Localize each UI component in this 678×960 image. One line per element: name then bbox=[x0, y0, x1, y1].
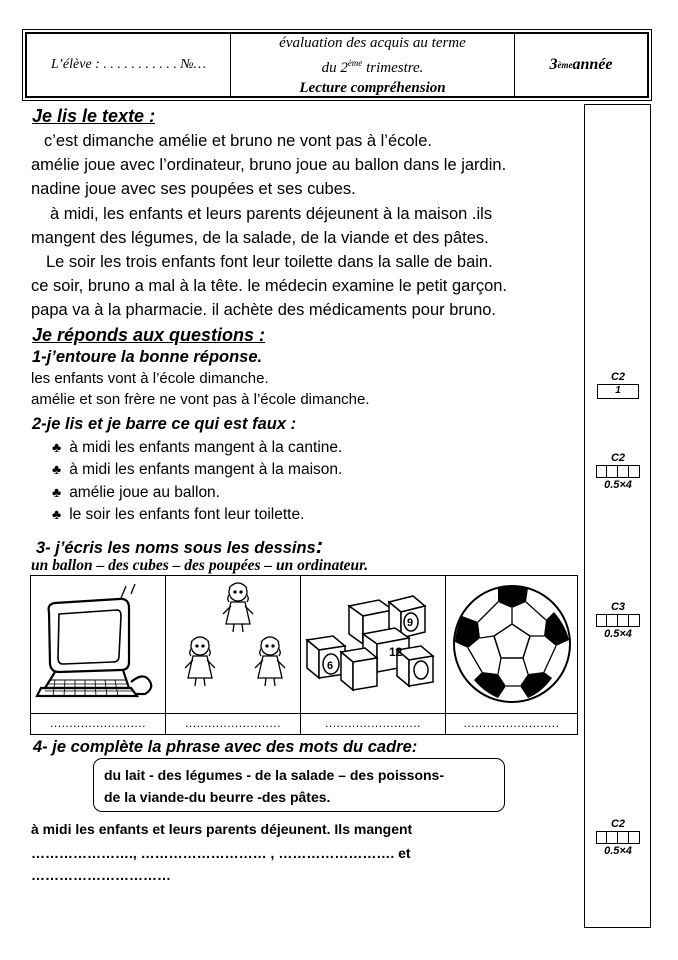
q2-item[interactable]: ♣ à midi les enfants mangent à la cantine. bbox=[52, 439, 343, 456]
grade-level: 3 ème année bbox=[514, 34, 647, 96]
student-name-field[interactable]: L’élève : . . . . . . . . . . . №… bbox=[51, 57, 206, 72]
club-icon: ♣ bbox=[52, 461, 62, 477]
soccer-ball-icon bbox=[446, 576, 578, 714]
score-boxes[interactable] bbox=[592, 465, 644, 478]
reading-title: Je lis le texte : bbox=[32, 106, 156, 126]
svg-text:9: 9 bbox=[407, 617, 414, 629]
answer-blank[interactable]: ......................... bbox=[166, 713, 300, 734]
q4-blank-line[interactable]: ………………………… bbox=[31, 867, 171, 883]
q2-item[interactable]: ♣ amélie joue au ballon. bbox=[52, 484, 220, 501]
answer-blank[interactable]: ......................... bbox=[446, 713, 577, 734]
q1-option[interactable]: les enfants vont à l’école dimanche. bbox=[31, 370, 269, 387]
q4-blank-line[interactable]: …………………., ……………………… , ……………………. et bbox=[31, 845, 411, 861]
word-frame: du lait - des légumes - de la salade – des poissons- de la viande-du beurre -des pâtes. bbox=[93, 758, 505, 812]
score-q4: C2 0.5×4 bbox=[592, 818, 644, 857]
word-list: un ballon – des cubes – des poupées – un ordinateur. bbox=[31, 557, 369, 574]
text-line: à midi, les enfants et leurs parents déjeunent à la maison .ils bbox=[50, 205, 493, 223]
subject-title: Lecture compréhension bbox=[299, 79, 446, 96]
club-icon: ♣ bbox=[52, 484, 62, 500]
text-line: papa va à la pharmacie. il achète des médicaments pour bruno. bbox=[31, 301, 497, 319]
score-box[interactable]: 1 bbox=[597, 384, 639, 399]
score-boxes[interactable] bbox=[592, 831, 644, 844]
score-column bbox=[584, 104, 651, 928]
header-table bbox=[25, 32, 649, 98]
q1-option[interactable]: amélie et son frère ne vont pas à l’école dimanche. bbox=[31, 391, 370, 408]
evaluation-title: évaluation des acquis au terme du 2ème trimestre. Lecture compréhension bbox=[230, 34, 514, 96]
text-line: Le soir les trois enfants font leur toilette dans la salle de bain. bbox=[46, 253, 493, 271]
question-1-title: 1-j’entoure la bonne réponse. bbox=[32, 348, 263, 366]
drawing-computer bbox=[31, 576, 165, 734]
q2-item[interactable]: ♣ le soir les enfants font leur toilette. bbox=[52, 506, 305, 523]
text-line: nadine joue avec ses poupées et ses cubes. bbox=[31, 180, 356, 198]
question-4-title: 4- je complète la phrase avec des mots du cadre: bbox=[33, 738, 418, 756]
answers-title: Je réponds aux questions : bbox=[32, 325, 266, 345]
q2-item[interactable]: ♣ à midi les enfants mangent à la maison. bbox=[52, 461, 343, 478]
score-q3: C3 0.5×4 bbox=[592, 601, 644, 640]
svg-text:6: 6 bbox=[327, 660, 334, 672]
answer-blank[interactable]: ......................... bbox=[301, 713, 445, 734]
q4-sentence: à midi les enfants et leurs parents déjeunent. Ils mangent bbox=[31, 821, 413, 837]
text-line: ce soir, bruno a mal à la tête. le médecin examine le petit garçon. bbox=[31, 277, 508, 295]
text-line: c’est dimanche amélie et bruno ne vont pas à l’école. bbox=[44, 132, 432, 150]
answer-blank[interactable]: ......................... bbox=[31, 713, 165, 734]
text-line: amélie joue avec l’ordinateur, bruno joue au ballon dans le jardin. bbox=[31, 156, 507, 174]
svg-text:12: 12 bbox=[389, 645, 403, 659]
club-icon: ♣ bbox=[52, 506, 62, 522]
score-boxes[interactable] bbox=[592, 614, 644, 627]
question-3-title: 3- j’écris les noms sous les dessins: bbox=[36, 533, 324, 558]
drawing-ball bbox=[445, 576, 577, 734]
cubes-icon bbox=[301, 576, 446, 714]
score-q1: C2 1 bbox=[592, 371, 644, 399]
score-q2: C2 0.5×4 bbox=[592, 452, 644, 491]
drawing-cubes bbox=[300, 576, 445, 734]
dolls-icon bbox=[166, 576, 301, 714]
club-icon: ♣ bbox=[52, 439, 62, 455]
drawing-dolls bbox=[165, 576, 300, 734]
computer-icon bbox=[31, 576, 165, 714]
text-line: mangent des légumes, de la salade, de la viande et des pâtes. bbox=[31, 229, 489, 247]
drawings-table bbox=[30, 575, 578, 735]
question-2-title: 2-je lis et je barre ce qui est faux : bbox=[32, 415, 297, 433]
